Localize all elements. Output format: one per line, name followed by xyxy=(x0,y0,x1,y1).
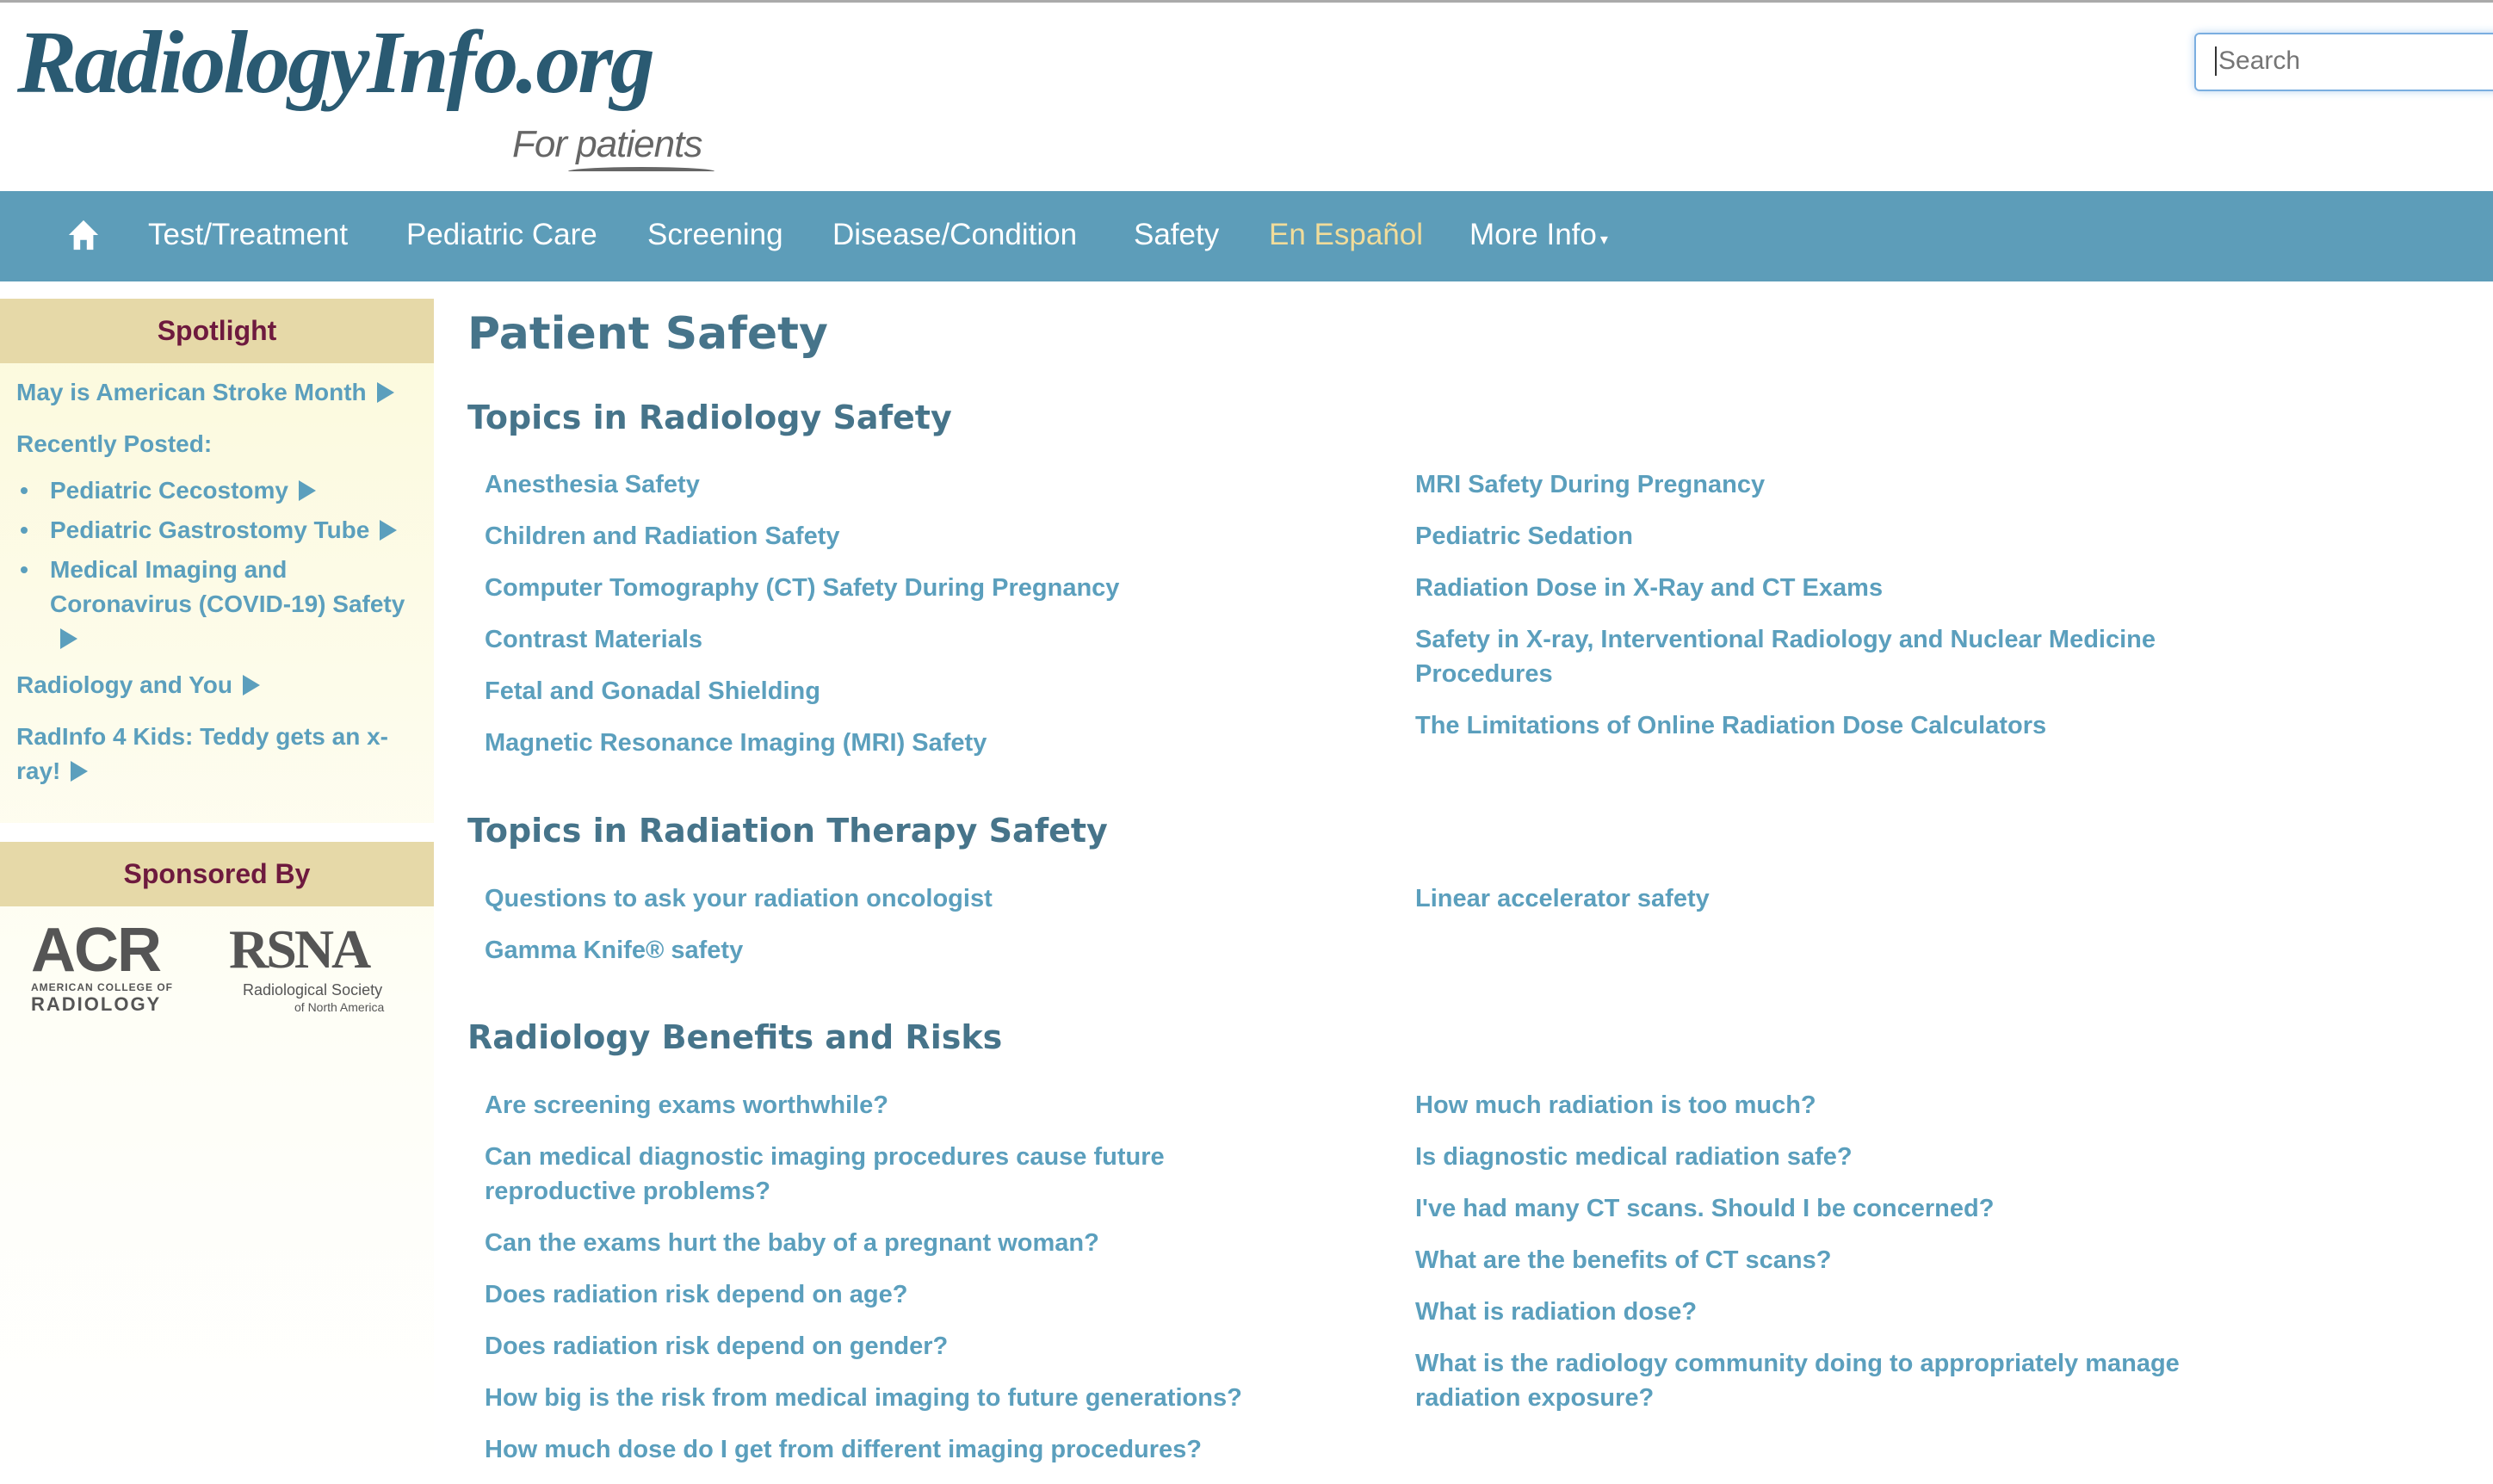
arrow-right-icon xyxy=(60,628,77,649)
section-heading: Topics in Radiology Safety xyxy=(467,399,952,436)
topic-link[interactable]: How big is the risk from medical imaging to future generations? xyxy=(485,1384,1242,1412)
topic-link[interactable]: Does radiation risk depend on gender? xyxy=(485,1333,949,1360)
link-list-right xyxy=(1415,467,2207,760)
section-heading: Topics in Radiation Therapy Safety xyxy=(467,812,1108,850)
topic-link[interactable]: Gamma Knife® safety xyxy=(485,937,744,964)
topic-link[interactable]: I've had many CT scans. Should I be concerned? xyxy=(1415,1195,1995,1222)
link-list-right xyxy=(1415,1088,2207,1432)
topic-link[interactable]: What is the radiology community doing to appropriately manage radiation exposure? xyxy=(1415,1350,2180,1412)
sidebar-gap xyxy=(0,823,434,842)
arrow-right-icon xyxy=(243,675,260,696)
spotlight-heading: Spotlight xyxy=(0,299,434,363)
topic-link[interactable]: MRI Safety During Pregnancy xyxy=(1415,471,1766,498)
radiology-and-you-link[interactable] xyxy=(16,668,425,702)
spotlight-body xyxy=(0,363,434,823)
topic-link[interactable]: Does radiation risk depend on age? xyxy=(485,1281,908,1308)
link-label: RadInfo 4 Kids: Teddy gets an x-ray! xyxy=(16,723,388,784)
topic-link[interactable]: Contrast Materials xyxy=(485,626,703,653)
recent-item[interactable] xyxy=(16,513,425,547)
sponsored-heading: Sponsored By xyxy=(0,842,434,906)
topic-link[interactable]: Linear accelerator safety xyxy=(1415,885,1710,912)
rsna-logo-sub2: of North America xyxy=(294,1000,385,1014)
link-list-left xyxy=(485,1088,1345,1484)
topic-link[interactable]: Can the exams hurt the baby of a pregnant woman? xyxy=(485,1229,1099,1257)
topic-link[interactable]: Questions to ask your radiation oncologist xyxy=(485,885,993,912)
recent-item[interactable] xyxy=(16,473,425,508)
nav-pediatric-care[interactable]: Pediatric Care xyxy=(406,218,597,251)
nav-more-info[interactable] xyxy=(1469,217,1608,257)
bullet-icon xyxy=(21,527,28,534)
topic-link[interactable]: Anesthesia Safety xyxy=(485,471,700,498)
sidebar xyxy=(0,299,434,1482)
acr-logo-sub: AMERICAN COLLEGE OF xyxy=(31,981,173,993)
bullet-icon xyxy=(21,566,28,573)
nav-disease-condition[interactable]: Disease/Condition xyxy=(832,218,1078,251)
acr-logo-text: ACR xyxy=(31,916,160,985)
topic-link[interactable]: Magnetic Resonance Imaging (MRI) Safety xyxy=(485,729,987,757)
chevron-down-icon: ▾ xyxy=(1599,231,1608,248)
link-label: Medical Imaging and Coronavirus (COVID-19) Safety xyxy=(50,556,405,617)
spotlight-featured-link[interactable] xyxy=(16,375,425,410)
rsna-logo-text: RSNA xyxy=(229,918,369,980)
topic-link[interactable]: What is radiation dose? xyxy=(1415,1298,1698,1326)
logo-swoosh xyxy=(568,167,714,176)
link-label: Radiology and You xyxy=(16,671,232,698)
acr-logo[interactable] xyxy=(31,916,173,1015)
recently-posted-label: Recently Posted: xyxy=(16,430,213,457)
acr-logo-sub2: RADIOLOGY xyxy=(31,993,162,1015)
topic-link[interactable]: Computer Tomography (CT) Safety During Pregnancy xyxy=(485,574,1120,602)
link-label: Pediatric Cecostomy xyxy=(50,477,288,504)
arrow-right-icon xyxy=(299,480,316,501)
nav-en-espanol[interactable]: En Español xyxy=(1269,218,1424,251)
recent-item[interactable] xyxy=(16,553,425,656)
arrow-right-icon xyxy=(380,520,397,541)
logo-text: RadiologyInfo.org xyxy=(17,13,653,112)
bullet-icon xyxy=(21,487,28,494)
arrow-right-icon xyxy=(71,761,88,782)
page-title: Patient Safety xyxy=(467,308,828,360)
topic-link[interactable]: The Limitations of Online Radiation Dose Calculators xyxy=(1415,712,2047,739)
sponsor-logos xyxy=(0,906,434,1027)
topic-link[interactable]: Are screening exams worthwhile? xyxy=(485,1091,888,1119)
logo-tagline: For patients xyxy=(512,123,702,165)
main-nav xyxy=(0,191,2493,281)
link-label: May is American Stroke Month xyxy=(16,379,367,405)
search-input[interactable] xyxy=(2215,46,2493,76)
nav-test-treatment[interactable]: Test/Treatment xyxy=(148,218,349,251)
arrow-right-icon xyxy=(377,382,394,403)
recent-list xyxy=(16,473,425,656)
home-icon[interactable] xyxy=(67,219,100,251)
topic-link[interactable]: Radiation Dose in X-Ray and CT Exams xyxy=(1415,574,1884,602)
topic-link[interactable]: How much radiation is too much? xyxy=(1415,1091,1816,1119)
topic-link[interactable]: Pediatric Sedation xyxy=(1415,522,1634,550)
radinfo-kids-link[interactable] xyxy=(16,720,425,788)
link-label: Pediatric Gastrostomy Tube xyxy=(50,516,370,543)
topic-link[interactable]: Is diagnostic medical radiation safe? xyxy=(1415,1143,1853,1171)
nav-more-info-label: More Info xyxy=(1469,218,1597,251)
rsna-logo[interactable] xyxy=(229,918,384,1015)
topic-link[interactable]: Children and Radiation Safety xyxy=(485,522,840,550)
nav-screening[interactable]: Screening xyxy=(647,218,783,251)
search-box[interactable] xyxy=(2194,33,2493,91)
link-list-left xyxy=(485,467,1345,777)
topic-link[interactable]: How much dose do I get from different imaging procedures? xyxy=(485,1436,1203,1463)
top-border xyxy=(0,0,2493,3)
topic-link[interactable]: What are the benefits of CT scans? xyxy=(1415,1246,1832,1274)
topic-link[interactable]: Can medical diagnostic imaging procedures cause future reproductive problems? xyxy=(485,1143,1165,1205)
section-heading: Radiology Benefits and Risks xyxy=(467,1018,1003,1056)
nav-safety[interactable]: Safety xyxy=(1134,218,1220,251)
site-logo[interactable] xyxy=(17,15,732,170)
topic-link[interactable]: Safety in X-ray, Interventional Radiology and Nuclear Medicine Procedures xyxy=(1415,626,2156,688)
link-list-left xyxy=(485,881,1345,985)
rsna-logo-sub: Radiological Society xyxy=(243,981,383,999)
link-list-right xyxy=(1415,881,2207,933)
topic-link[interactable]: Fetal and Gonadal Shielding xyxy=(485,677,820,705)
